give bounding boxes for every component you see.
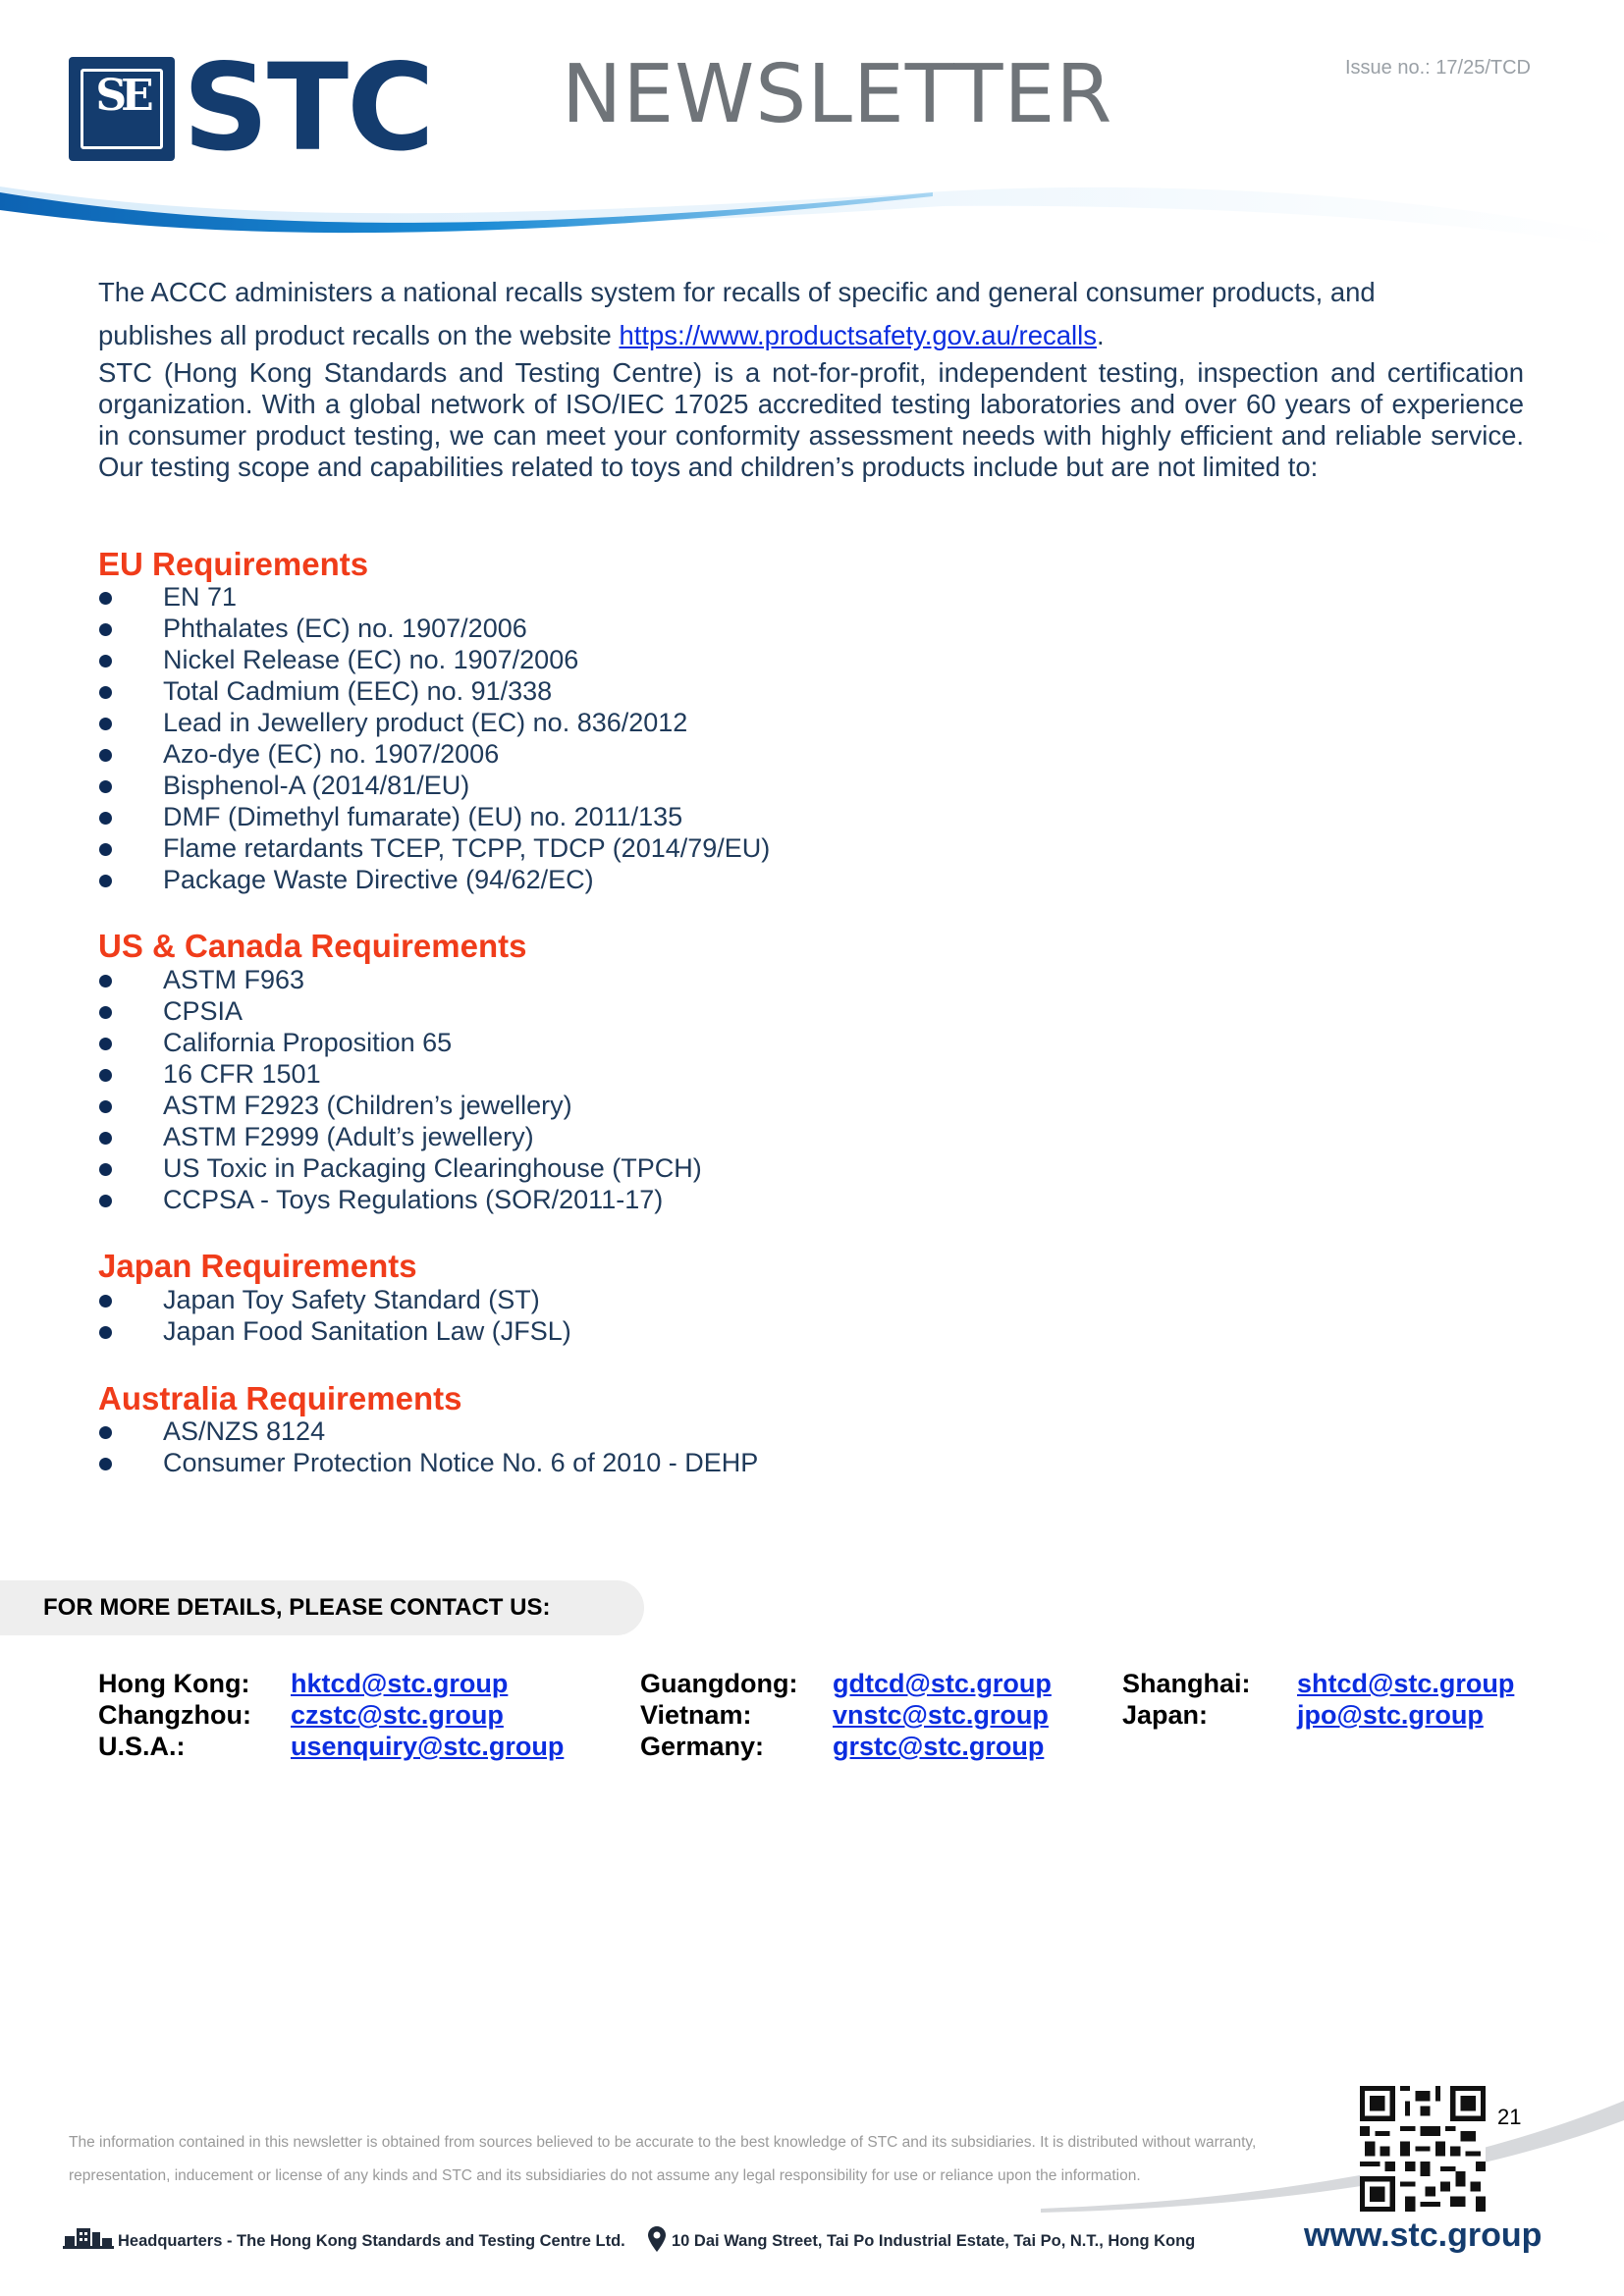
contact-label: Changzhou:: [98, 1700, 251, 1730]
requirement-item: [98, 964, 702, 995]
requirement-item: [98, 770, 770, 801]
requirement-text: DMF (Dimethyl fumarate) (EU) no. 2011/135: [163, 802, 683, 831]
requirement-text: EN 71: [163, 582, 238, 612]
requirement-text: Consumer Protection Notice No. 6 of 2010 - DEHP: [163, 1448, 759, 1477]
stc-description-paragraph: STC (Hong Kong Standards and Testing Centre) is a not-for-profit, independent testing, inspection and certification organization. With a global network of ISO/IEC 17025 accredited testing laboratories and over 60 years of experience in consumer product testing, we can meet your conformity assessment needs with highly efficient and reliable service. Our testing scope and capabilities related to toys and children’s products include but are not limited to:: [98, 357, 1524, 482]
disclaimer-text: The information contained in this newsletter is obtained from sources believed to be accurate to the best knowledge of STC and its subsidiaries. It is distributed without warranty, representation, inducement or license of any kinds and STC and its subsidiaries do not assume any legal responsibility for use or reliance upon the information.: [69, 2134, 1257, 2184]
list-us-canada: [98, 964, 702, 1215]
contact-email[interactable]: usenquiry@stc.group: [291, 1732, 565, 1761]
bullet-icon: [99, 1326, 112, 1339]
requirement-item: [98, 1152, 702, 1184]
requirement-item: [98, 995, 702, 1027]
bullet-icon: [99, 1006, 112, 1019]
intro-text: publishes all product recalls on the website: [98, 320, 620, 350]
stc-logo-emblem: SE: [69, 57, 175, 161]
bullet-icon: [99, 843, 112, 856]
bullet-icon: [99, 780, 112, 793]
bullet-icon: [99, 592, 112, 605]
requirement-item: [98, 801, 770, 832]
contact-email[interactable]: grstc@stc.group: [833, 1732, 1045, 1761]
requirement-item: [98, 1027, 702, 1058]
requirement-item: [98, 707, 770, 738]
requirement-text: ASTM F2923 (Children’s jewellery): [163, 1091, 572, 1120]
page-number: 21: [1497, 2105, 1522, 2129]
contact-label: U.S.A.:: [98, 1732, 186, 1761]
contact-email[interactable]: hktcd@stc.group: [291, 1669, 509, 1698]
bullet-icon: [99, 718, 112, 730]
section-title-eu: EU Requirements: [98, 546, 369, 582]
requirement-text: ASTM F963: [163, 965, 305, 994]
requirement-item: [98, 644, 770, 675]
recalls-link[interactable]: https://www.productsafety.gov.au/recalls: [619, 320, 1098, 350]
requirement-text: ASTM F2999 (Adult’s jewellery): [163, 1122, 534, 1151]
requirement-text: CPSIA: [163, 996, 244, 1026]
section-title-australia: Australia Requirements: [98, 1380, 462, 1416]
requirement-text: Nickel Release (EC) no. 1907/2006: [163, 645, 579, 674]
requirement-item: [98, 613, 770, 644]
bullet-icon: [99, 686, 112, 699]
requirement-text: CCPSA - Toys Regulations (SOR/2011-17): [163, 1185, 664, 1214]
bullet-icon: [99, 655, 112, 667]
contact-email[interactable]: vnstc@stc.group: [833, 1700, 1049, 1730]
requirement-text: US Toxic in Packaging Clearinghouse (TPCH): [163, 1153, 702, 1183]
intro-paragraph-line1: The ACCC administers a national recalls system for recalls of specific and general consumer products, and: [98, 277, 1376, 307]
bullet-icon: [99, 1458, 112, 1470]
bullet-icon: [99, 1132, 112, 1145]
requirement-item: [98, 1415, 758, 1447]
requirement-text: Japan Toy Safety Standard (ST): [163, 1285, 540, 1314]
list-eu: [98, 581, 770, 895]
contact-email[interactable]: gdtcd@stc.group: [833, 1669, 1052, 1698]
requirement-item: [98, 1284, 571, 1315]
contact-label: Germany:: [640, 1732, 765, 1761]
intro-text-suffix: .: [1097, 320, 1105, 350]
requirement-item: [98, 581, 770, 613]
requirement-text: Azo-dye (EC) no. 1907/2006: [163, 739, 500, 769]
list-japan: [98, 1284, 571, 1347]
requirement-item: [98, 1121, 702, 1152]
requirement-text: California Proposition 65: [163, 1028, 453, 1057]
requirement-item: [98, 1058, 702, 1090]
requirement-text: Total Cadmium (EEC) no. 91/338: [163, 676, 553, 706]
bullet-icon: [99, 812, 112, 825]
address-text: 10 Dai Wang Street, Tai Po Industrial Estate, Tai Po, N.T., Hong Kong: [672, 2232, 1196, 2250]
bullet-icon: [99, 1038, 112, 1050]
requirement-item: [98, 1447, 758, 1478]
contact-email[interactable]: jpo@stc.group: [1297, 1700, 1484, 1730]
requirement-text: 16 CFR 1501: [163, 1059, 321, 1089]
bullet-icon: [99, 1163, 112, 1176]
requirement-text: Package Waste Directive (94/62/EC): [163, 865, 594, 894]
contact-label: Vietnam:: [640, 1700, 752, 1730]
requirement-item: [98, 864, 770, 895]
building-icon: [63, 2224, 114, 2250]
contact-label: Guangdong:: [640, 1669, 798, 1698]
requirement-text: Lead in Jewellery product (EC) no. 836/2012: [163, 708, 688, 737]
requirement-item: [98, 738, 770, 770]
requirement-item: [98, 1184, 702, 1215]
requirement-text: Japan Food Sanitation Law (JFSL): [163, 1316, 571, 1346]
website-link[interactable]: www.stc.group: [1304, 2216, 1543, 2254]
requirement-item: [98, 832, 770, 864]
contact-email[interactable]: shtcd@stc.group: [1297, 1669, 1515, 1698]
section-title-japan: Japan Requirements: [98, 1248, 417, 1284]
headquarters-text: Headquarters - The Hong Kong Standards and Testing Centre Ltd.: [118, 2232, 625, 2250]
contact-email[interactable]: czstc@stc.group: [291, 1700, 504, 1730]
list-australia: [98, 1415, 758, 1478]
bullet-icon: [99, 1295, 112, 1308]
contact-heading: FOR MORE DETAILS, PLEASE CONTACT US:: [43, 1594, 551, 1621]
location-pin-icon: [648, 2226, 666, 2252]
intro-paragraph-line2: [98, 320, 1524, 351]
requirement-text: AS/NZS 8124: [163, 1416, 326, 1446]
bullet-icon: [99, 875, 112, 887]
contact-label: Hong Kong:: [98, 1669, 250, 1698]
issue-number: Issue no.: 17/25/TCD: [1345, 57, 1531, 79]
bullet-icon: [99, 749, 112, 762]
requirement-item: [98, 675, 770, 707]
bullet-icon: [99, 623, 112, 636]
requirement-text: Phthalates (EC) no. 1907/2006: [163, 614, 527, 643]
bullet-icon: [99, 1069, 112, 1082]
bullet-icon: [99, 1100, 112, 1113]
newsletter-title: NEWSLETTER: [562, 48, 1113, 141]
requirement-text: Bisphenol-A (2014/81/EU): [163, 771, 470, 800]
bullet-icon: [99, 975, 112, 988]
contact-label: Japan:: [1122, 1700, 1209, 1730]
header-swoosh-decoration: [0, 177, 1624, 275]
stc-logo-text: STC: [183, 38, 433, 178]
contact-label: Shanghai:: [1122, 1669, 1251, 1698]
bullet-icon: [99, 1195, 112, 1207]
requirement-item: [98, 1090, 702, 1121]
qr-code-icon: [1360, 2086, 1486, 2212]
requirement-text: Flame retardants TCEP, TCPP, TDCP (2014/79/EU): [163, 833, 771, 863]
section-title-us-canada: US & Canada Requirements: [98, 928, 527, 964]
bullet-icon: [99, 1426, 112, 1439]
requirement-item: [98, 1315, 571, 1347]
